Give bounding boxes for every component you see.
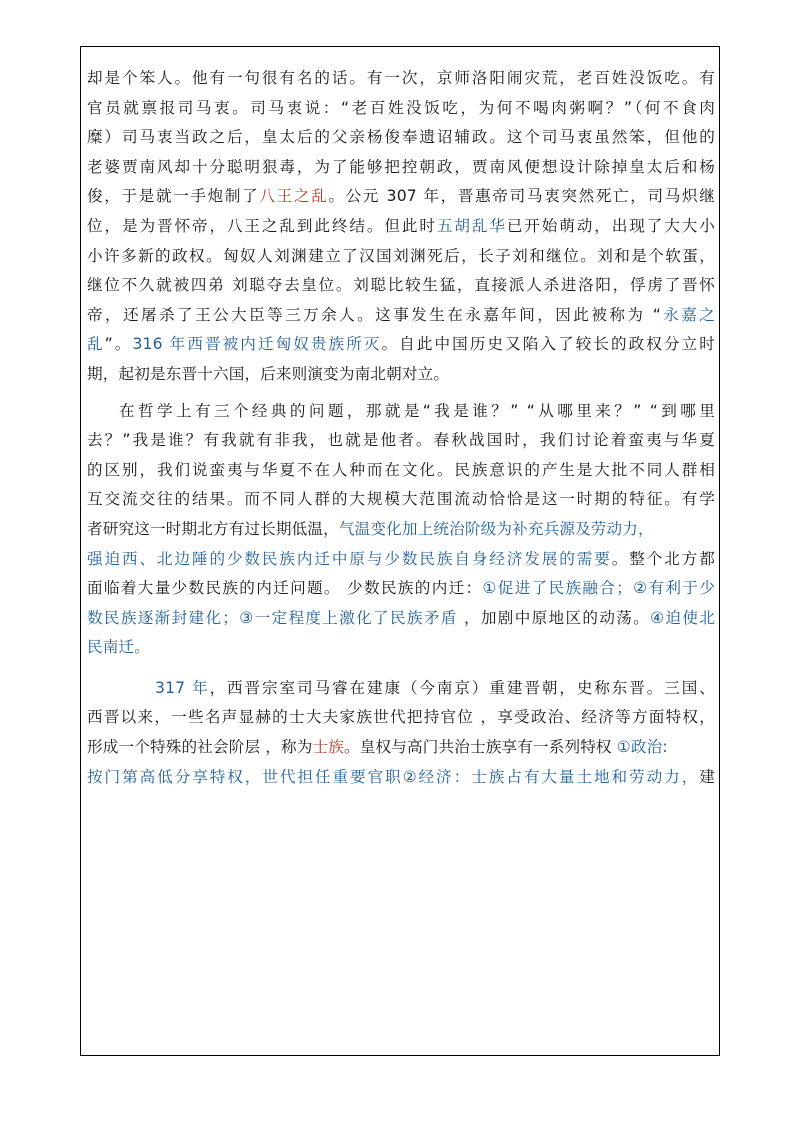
highlighted-text: ④迫使北 <box>650 608 715 627</box>
text-run: 。皇权与高门共治士族享有一系列特权 <box>344 738 617 757</box>
text-run: 去？”我是谁？有我就有非我，也就是他者。春秋战国时，我们讨论着蛮夷与华夏 <box>87 431 715 450</box>
text-run: 的区别，我们说蛮夷与华夏不在人种而在文化。民族意识的产生是大批不同人群相 <box>87 460 715 479</box>
text-run: 官员就禀报司马衷。司马衷说：“老百姓没饭吃，为何不喝肉粥啊？”（何不食肉 <box>87 98 715 117</box>
highlighted-text: 316 年西晋被内迁匈奴贵族所灭 <box>132 335 382 354</box>
text-line <box>87 485 715 515</box>
text-run: 在哲学上有三个经典的问题，那就是“我是谁？” “从哪里来？” “到哪里 <box>119 401 715 420</box>
text-line <box>87 456 715 486</box>
text-run: 建 <box>699 767 715 786</box>
text-run: 糜）司马衷当政之后，皇太后的父亲杨俊奉遗诏辅政。这个司马衷虽然笨，但他的 <box>87 128 715 147</box>
text-run: 。公元 307 年，晋惠帝司马衷突然死亡，司马炽继 <box>328 187 715 206</box>
highlighted-text: ①促进了民族融合；②有利于少 <box>482 579 716 598</box>
text-line <box>87 515 715 545</box>
paragraph-2 <box>87 397 715 663</box>
highlighted-text: 民南迁。 <box>87 638 150 657</box>
text-run: 。自此中国历史又陷入了较长的政权分立时 <box>381 335 715 354</box>
text-run: 互交流交往的结果。而不同人群的大规模大范围流动恰恰是这一时期的特征。有学 <box>87 490 715 509</box>
text-line <box>87 397 715 427</box>
highlighted-text: 乱 <box>87 335 105 354</box>
highlighted-text: 士族 <box>312 738 345 757</box>
text-run: 却是个笨人。他有一句很有名的话。有一次，京师洛阳闹灾荒，老百姓没饭吃。有 <box>87 69 715 87</box>
paragraph-3 <box>87 674 715 792</box>
highlighted-text: 317 年 <box>155 678 210 697</box>
text-run: 继位不久就被四弟 刘聪夺去皇位。刘聪比较生猛，直接派人杀进洛阳，俘虏了晋怀 <box>87 276 715 295</box>
text-line <box>87 574 715 604</box>
text-line <box>87 330 715 360</box>
text-run: 面临着大量少数民族的内迁问题。 少数民族的内迁： <box>87 579 483 598</box>
text-run: 。整个北方都 <box>611 549 715 568</box>
text-run: 期，起初是东晋十六国，后来则演变为南北朝对立。 <box>87 364 450 383</box>
text-run: 者研究这一时期北方有过长期低温， <box>87 519 339 538</box>
highlighted-text: 数民族逐渐封建化；③一定程度上激化了民族矛盾 <box>87 608 458 627</box>
text-line <box>87 153 715 183</box>
text-line <box>87 674 715 704</box>
text-line <box>87 545 715 575</box>
highlighted-text: ①政治: <box>616 738 668 757</box>
text-run: 小许多新的政权。匈奴人刘渊建立了汉国刘渊死后，长子刘和继位。刘和是个软蛋， <box>87 246 715 265</box>
highlighted-text: 气温变化加上统治阶级为补充兵源及劳动力， <box>338 519 654 538</box>
highlighted-text: 永嘉之 <box>660 305 715 324</box>
text-line <box>87 242 715 272</box>
text-line <box>87 733 715 763</box>
text-run: 俊，于是就一手炮制了 <box>87 187 260 206</box>
text-line <box>87 123 715 153</box>
paragraph-1 <box>87 64 715 390</box>
highlighted-text: 强迫西、北边陲的少数民族内迁中原与少数民族自身经济发展的需要 <box>87 549 612 568</box>
text-line <box>87 182 715 212</box>
text-run: 形成一个特殊的社会阶层 ，称为 <box>87 738 313 757</box>
text-run: 位，是为晋怀帝，八王之乱到此终结。但此时 <box>87 216 437 235</box>
text-line <box>87 360 715 390</box>
text-run: 帝，还屠杀了王公大臣等三万余人。这事发生在永嘉年间，因此被称为 “ <box>87 305 661 324</box>
text-line <box>87 633 715 663</box>
highlighted-text: 按门第高低分享特权，世代担任重要官职②经济：士族占有大量土地和劳动力， <box>87 767 700 786</box>
text-run: ，加剧中原地区的动荡。 <box>457 608 651 627</box>
text-line <box>87 94 715 124</box>
document-body <box>87 64 715 792</box>
text-run: 西晋以来，一些名声显赫的士大夫家族世代把持官位 ，享受政治、经济等方面特权， <box>87 708 715 727</box>
text-line <box>87 212 715 242</box>
text-line <box>87 703 715 733</box>
text-run: ”。 <box>104 335 133 354</box>
text-run: 已开始萌动，出现了大大小 <box>506 216 715 235</box>
text-line <box>87 64 715 94</box>
text-run: 老婆贾南风却十分聪明狠毒，为了能够把控朝政，贾南风便想设计除掉皇太后和杨 <box>87 157 715 176</box>
text-line <box>87 271 715 301</box>
text-line <box>87 426 715 456</box>
highlighted-text: 八王之乱 <box>259 187 329 206</box>
text-run: ，西晋宗室司马睿在建康（今南京）重建晋朝，史称东晋。三国、 <box>209 678 715 697</box>
text-line <box>87 604 715 634</box>
text-line <box>87 301 715 331</box>
text-line <box>87 763 715 793</box>
highlighted-text: 五胡乱华 <box>436 216 507 235</box>
